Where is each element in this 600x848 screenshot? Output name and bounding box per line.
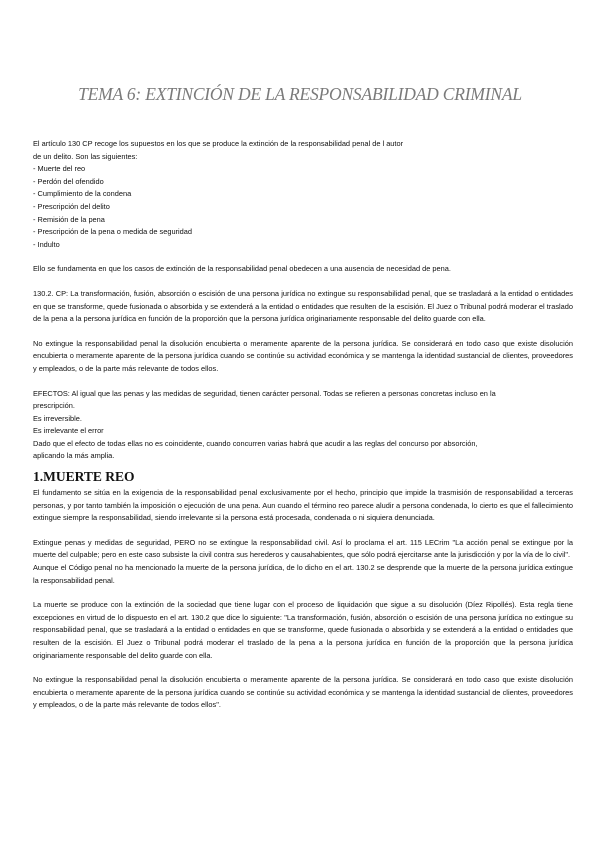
- section-heading-muerte-reo: 1.MUERTE REO: [33, 469, 135, 485]
- paragraph-disolucion: No extingue la responsabilidad penal la disolución encubierta o meramente aparente de la persona jurídica. Se considerará en todo caso que existe disolución encubierta o meramente aparente de la persona jurídica cuando se continúe su actividad económica y se mantenga la identidad sustancial de clientes, proveedores y empleados, o de la parte más relevante de todos ellos.: [33, 338, 573, 373]
- section-paragraph: No extingue la responsabilidad penal la disolución encubierta o meramente aparente de la persona jurídica. Se considerará en todo caso que existe disolución encubierta o meramente aparente de la persona jurídica cuando se continúe su actividad económica y se mantenga la identidad sustancial de clientes, proveedores y empleados, o de la parte más relevante de todos ellos".: [33, 675, 573, 710]
- section-paragraph: El fundamento se sitúa en la exigencia de la responsabilidad penal exclusivamente por el hecho, principio que impide la trasmisión de responsabilidad a terceras personas, y por tanto también la imposición o ejecución de una pena. Aun cuando el término reo parece aludir a persona condenada, lo cierto es que el fallecimiento extingue siempre la responsabilidad, siendo irrelevante si la persona está procesada, condenada o ni siquiera denunciada.: [33, 488, 573, 523]
- section-paragraph: Extingue penas y medidas de seguridad, PERO no se extingue la responsabilidad civil. Así lo proclama el art. 115 LECrim "La acción penal se extingue por la muerte del culpable; pero en este caso subsiste la civil contra sus herederos y causahabientes, que sólo podrá ejercitarse ante la jurisdicción y por la vía de lo civil".: [33, 537, 573, 560]
- list-item: - Indulto: [33, 239, 60, 249]
- list-item: - Muerte del reo: [33, 164, 86, 174]
- efectos-line: Es irreversible.: [33, 413, 82, 423]
- efectos-line: aplicando la más amplia.: [33, 451, 115, 461]
- efectos-line: Dado que el efecto de todas ellas no es coincidente, cuando concurren varias habrá que acudir a las reglas del concurso por absorción,: [33, 438, 478, 448]
- intro-line-2: de un delito. Son las siguientes:: [33, 151, 138, 161]
- causes-list: [33, 163, 573, 251]
- list-item: - Prescripción del delito: [33, 201, 110, 211]
- section-paragraph: La muerte se produce con la extinción de la sociedad que tiene lugar con el proceso de liquidación que sigue a su disolución (Díez Ripollés). Esta regla tiene excepciones en virtud de lo dispuesto en el art. 130.2 que dice lo siguiente: "La transformación, fusión, absorción o escisión de una persona jurídica no extingue su responsabilidad penal, que se trasladará a la entidad o entidades en que se transforme, quede fusionada o absorbida y se extenderá a la entidad o entidades que resulten de la escisión. El Juez o Tribunal podrá moderar el traslado de la pena a la persona jurídica en función de la proporción que la persona jurídica originariamente responsable del delito guarde con ella.: [33, 600, 573, 660]
- efectos-line: EFECTOS: Al igual que las penas y las medidas de seguridad, tienen carácter personal. Todas se refieren a personas concretas incluso en la: [33, 388, 496, 398]
- list-item: - Cumplimiento de la condena: [33, 189, 132, 199]
- list-item: - Perdón del ofendido: [33, 176, 104, 186]
- list-item: - Remisión de la pena: [33, 214, 105, 224]
- paragraph-fundamento: Ello se fundamenta en que los casos de extinción de la responsabilidad penal obedecen a una ausencia de necesidad de pena.: [33, 264, 451, 274]
- efectos-line: Es irrelevante el error: [33, 426, 104, 436]
- document-body: [33, 138, 573, 712]
- paragraph-article-130-2: 130.2. CP: La transformación, fusión, absorción o escisión de una persona jurídica no extingue su responsabilidad penal, que se trasladará a la entidad o entidades en que se transforme, quede fusionada o absorbida y se extenderá a la entidad o entidades que resulten de la escisión. El Juez o Tribunal podrá moderar el traslado de la pena a la persona jurídica en función de la proporción que la persona jurídica originariamente responsable del delito guarde con ella.: [33, 288, 573, 324]
- page-title: TEMA 6: EXTINCIÓN DE LA RESPONSABILIDAD CRIMINAL: [78, 84, 522, 104]
- intro-line-1: El artículo 130 CP recoge los supuestos en los que se produce la extinción de la responsabilidad penal de l autor: [33, 139, 404, 148]
- efectos-line: prescripción.: [33, 401, 75, 411]
- efectos-block: [33, 388, 573, 464]
- section-paragraph: Aunque el Código penal no ha mencionado la muerte de la persona jurídica, de lo dicho en el art. 130.2 se desprende que la muerte de la persona jurídica extingue la responsabilidad penal.: [33, 563, 573, 585]
- list-item: - Prescripción de la pena o medida de seguridad: [33, 227, 192, 237]
